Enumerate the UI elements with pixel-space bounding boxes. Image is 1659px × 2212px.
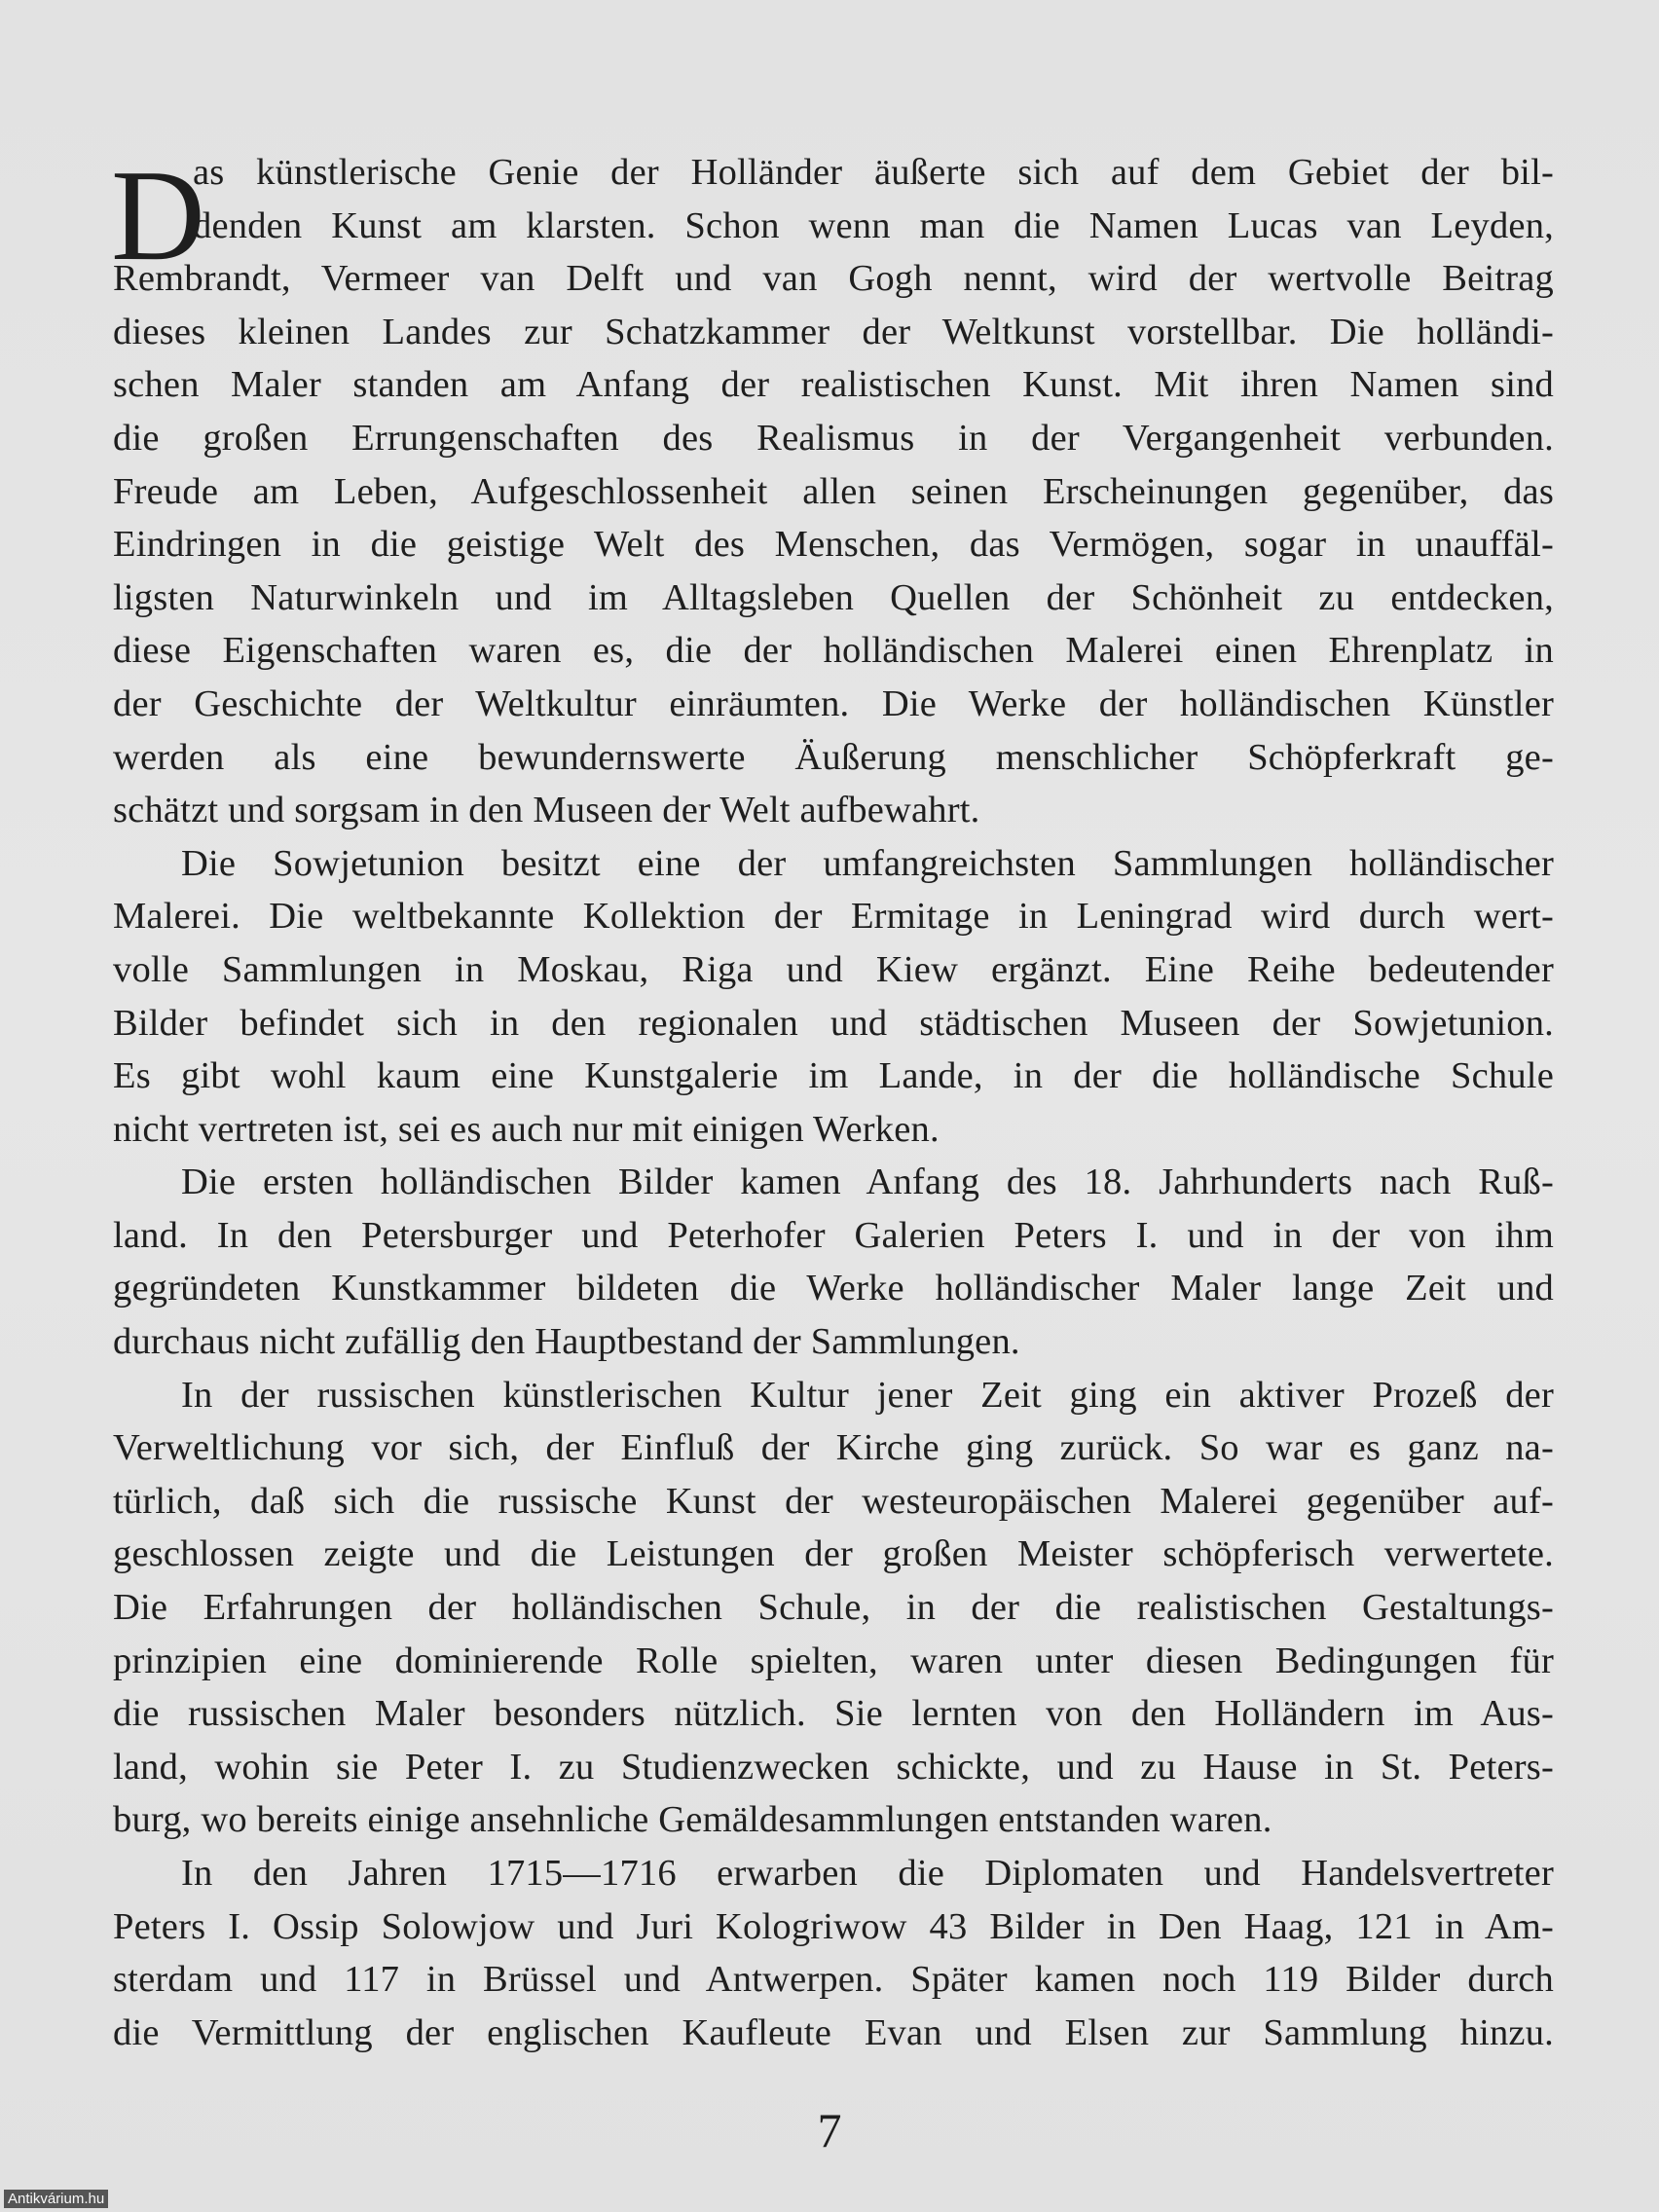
drop-cap: D <box>111 143 205 287</box>
text-line: geschlossen zeigte und die Leistungen der großen Meister schöpferisch verwertete. <box>113 1533 1554 1575</box>
body-text <box>111 143 1554 2059</box>
text-line: Die Erfahrungen der holländischen Schule, in der die realistischen Gestaltungs- <box>113 1587 1554 1629</box>
text-line: burg, wo bereits einige ansehnliche Gemäldesammlungen entstanden waren. <box>113 1799 1272 1841</box>
text-line: Verweltlichung vor sich, der Einfluß der Kirche ging zurück. So war es ganz na- <box>113 1427 1554 1469</box>
text-line: land, wohin sie Peter I. zu Studienzwecken schickte, und zu Hause in St. Peters- <box>113 1746 1554 1788</box>
text-line: In den Jahren 1715—1716 erwarben die Diplomaten und Handelsvertreter <box>181 1853 1554 1894</box>
text-line: diese Eigenschaften waren es, die der holländischen Malerei einen Ehrenplatz in <box>113 630 1554 672</box>
text-line: nicht vertreten ist, sei es auch nur mit einigen Werken. <box>113 1108 940 1150</box>
text-line: as künstlerische Genie der Holländer äußerte sich auf dem Gebiet der bil- <box>193 152 1554 193</box>
text-line: Freude am Leben, Aufgeschlossenheit allen seinen Erscheinungen gegenüber, das <box>113 470 1554 512</box>
text-line: volle Sammlungen in Moskau, Riga und Kiew ergänzt. Eine Reihe bedeutender <box>113 948 1554 990</box>
text-line: Es gibt wohl kaum eine Kunstgalerie im Lande, in der die holländische Schule <box>113 1055 1554 1097</box>
text-line: Peters I. Ossip Solowjow und Juri Kologriwow 43 Bilder in Den Haag, 121 in Am- <box>113 1905 1554 1947</box>
text-line: die russischen Maler besonders nützlich. Sie lernten von den Holländern im Aus- <box>113 1693 1554 1735</box>
text-line: Die ersten holländischen Bilder kamen Anfang des 18. Jahrhunderts nach Ruß- <box>181 1161 1554 1203</box>
paragraph-5 <box>113 1847 1554 2059</box>
text-line: werden als eine bewundernswerte Äußerung menschlicher Schöpferkraft ge- <box>113 736 1554 778</box>
text-line: gegründeten Kunstkammer bildeten die Werke holländischer Maler lange Zeit und <box>113 1268 1554 1309</box>
text-line: schen Maler standen am Anfang der realistischen Kunst. Mit ihren Namen sind <box>113 364 1554 406</box>
paragraph-2 <box>113 837 1554 1157</box>
text-line: schätzt und sorgsam in den Museen der Welt aufbewahrt. <box>113 790 980 831</box>
text-line: In der russischen künstlerischen Kultur jener Zeit ging ein aktiver Prozeß der <box>181 1374 1554 1416</box>
watermark: Antikvárium.hu <box>4 2190 108 2208</box>
text-line: dieses kleinen Landes zur Schatzkammer der Weltkunst vorstellbar. Die holländi- <box>113 311 1554 352</box>
paragraph-3 <box>113 1156 1554 1368</box>
text-line: ligsten Naturwinkeln und im Alltagsleben Quellen der Schönheit zu entdecken, <box>113 576 1554 618</box>
page-number: 7 <box>817 2103 842 2157</box>
text-line: durchaus nicht zufällig den Hauptbestand der Sammlungen. <box>113 1321 1020 1363</box>
text-line: Die Sowjetunion besitzt eine der umfangreichsten Sammlungen holländischer <box>181 842 1554 884</box>
text-line: land. In den Petersburger und Peterhofer Galerien Peters I. und in der von ihm <box>113 1214 1554 1256</box>
text-line: türlich, daß sich die russische Kunst der westeuropäischen Malerei gegenüber auf- <box>113 1480 1554 1522</box>
text-line: Bilder befindet sich in den regionalen und städtischen Museen der Sowjetunion. <box>113 1002 1554 1044</box>
text-line: Eindringen in die geistige Welt des Menschen, das Vermögen, sogar in unauffäl- <box>113 524 1554 566</box>
text-line: die Vermittlung der englischen Kaufleute Evan und Elsen zur Sammlung hinzu. <box>113 2011 1554 2053</box>
text-line: Malerei. Die weltbekannte Kollektion der Ermitage in Leningrad wird durch wert- <box>113 896 1554 938</box>
text-line: Rembrandt, Vermeer van Delft und van Gogh nennt, wird der wertvolle Beitrag <box>113 258 1554 300</box>
text-line: sterdam und 117 in Brüssel und Antwerpen. Später kamen noch 119 Bilder durch <box>113 1959 1554 2001</box>
paragraph-4 <box>113 1369 1554 1847</box>
text-line: die großen Errungenschaften des Realismus in der Vergangenheit verbunden. <box>113 417 1554 459</box>
paragraph-1 <box>111 143 1554 837</box>
text-line: denden Kunst am klarsten. Schon wenn man die Namen Lucas van Leyden, <box>193 204 1554 246</box>
text-line: der Geschichte der Weltkultur einräumten. Die Werke der holländischen Künstler <box>113 682 1554 724</box>
text-line: prinzipien eine dominierende Rolle spielten, waren unter diesen Bedingungen für <box>113 1640 1554 1681</box>
